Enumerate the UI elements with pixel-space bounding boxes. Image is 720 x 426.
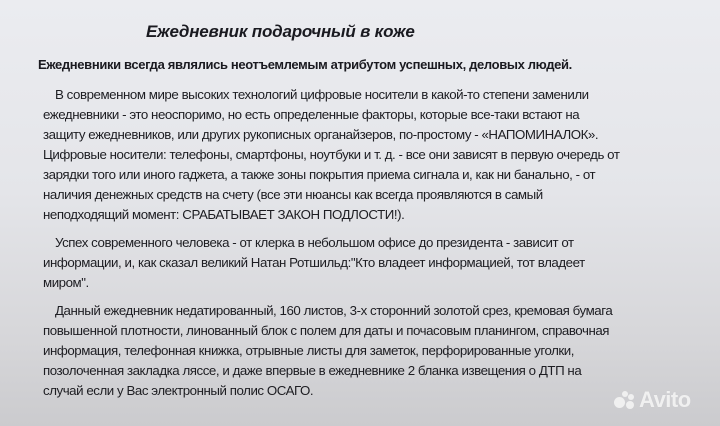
paragraph-line: Успех современного человека - от клерка в небольшом офисе до президента - зависит от (55, 235, 574, 250)
paragraph-line: наличия денежных средств на счету (все эти нюансы как всегда проявляются в самый (43, 187, 543, 202)
paragraph-line: Цифровые носители: телефоны, смартфоны, ноутбуки и т. д. - все они зависят в первую очередь от (43, 147, 620, 162)
paragraph-line: миром". (43, 275, 89, 290)
paragraph-line: случай если у Вас электронный полис ОСАГО. (43, 383, 314, 398)
document-title: Ежедневник подарочный в коже (146, 22, 415, 41)
paragraph-line: ежедневники - это неоспоримо, но есть определенные факторы, которые все-таки встают на (43, 107, 580, 122)
avito-logo-text: Avito (639, 387, 691, 412)
paragraph-line: неподходящий момент: СРАБАТЫВАЕТ ЗАКОН ПОДЛОСТИ!). (43, 207, 405, 222)
paragraph-line: позолоченная закладка ляссе, и даже впервые в ежедневнике 2 бланка извещения о ДТП на (43, 363, 582, 378)
paragraph-line: зарядки того или иного гаджета, а также зоны покрытия приема сигнала и, как ни банально, - от (43, 167, 596, 182)
paragraph-line: Данный ежедневник недатированный, 160 листов, 3-х сторонний золотой срез, кремовая бумага (55, 303, 613, 318)
avito-dots-icon (614, 390, 636, 410)
paragraph-line: повышенной плотности, линованный блок с полем для даты и почасовым планингом, справочная (43, 323, 610, 338)
avito-watermark (614, 389, 691, 411)
paragraph-line: защиту ежедневников, или других рукописных органайзеров, по-простому - «НАПОМИНАЛОК». (43, 127, 599, 142)
paragraph-line: В современном мире высоких технологий цифровые носители в какой-то степени заменили (55, 87, 589, 102)
paragraph-line: информации, и, как сказал великий Натан Ротшильд:"Кто владеет информацией, тот владеет (43, 255, 585, 270)
paragraph-line: информация, телефонная книжка, отрывные листы для заметок, перфорированные уголки, (43, 343, 575, 358)
document-subtitle: Ежедневники всегда являлись неотъемлемым атрибутом успешных, деловых людей. (38, 57, 572, 72)
